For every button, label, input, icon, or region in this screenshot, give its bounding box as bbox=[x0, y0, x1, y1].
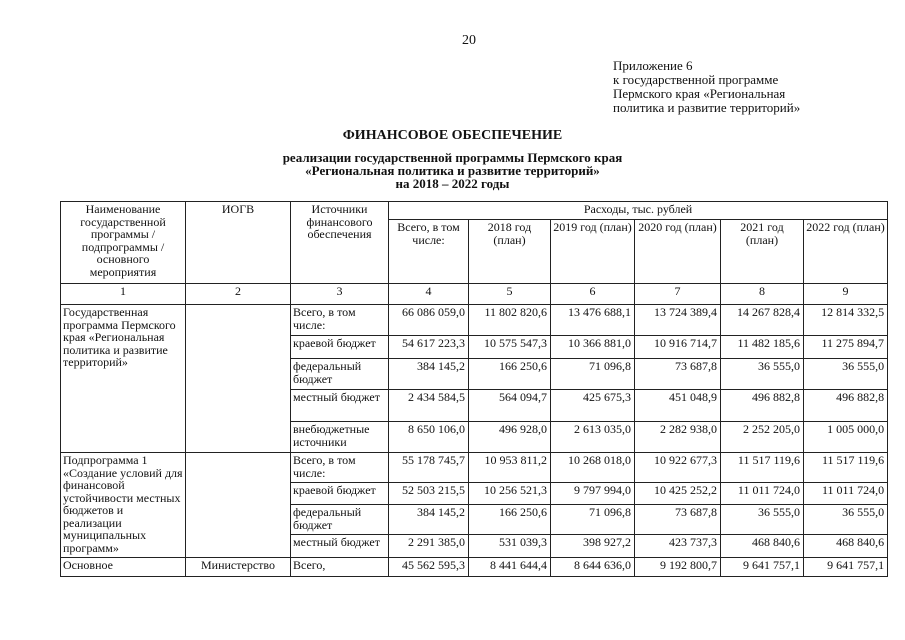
column-index: 9 bbox=[804, 284, 888, 305]
appendix-line: к государственной программе bbox=[613, 72, 779, 87]
header-sources: Источники финансового обеспечения bbox=[291, 202, 389, 284]
value-cell: 10 425 252,2 bbox=[635, 483, 721, 505]
value-cell: 13 476 688,1 bbox=[551, 305, 635, 336]
activity-name: Основное bbox=[61, 558, 186, 577]
value-cell: 66 086 059,0 bbox=[389, 305, 469, 336]
column-index: 2 bbox=[186, 284, 291, 305]
value-cell: 12 814 332,5 bbox=[804, 305, 888, 336]
program-name: Государственная программа Пермского края «Региональная политика и развитие территорий» bbox=[61, 305, 186, 453]
value-cell: 36 555,0 bbox=[721, 359, 804, 390]
value-cell: 2 252 205,0 bbox=[721, 422, 804, 453]
value-cell: 2 282 938,0 bbox=[635, 422, 721, 453]
appendix-line: политика и развитие территорий» bbox=[613, 100, 801, 115]
value-cell: 8 650 106,0 bbox=[389, 422, 469, 453]
header-iogv: ИОГВ bbox=[186, 202, 291, 284]
column-index: 6 bbox=[551, 284, 635, 305]
value-cell: 9 797 994,0 bbox=[551, 483, 635, 505]
column-index: 1 bbox=[61, 284, 186, 305]
value-cell: 8 441 644,4 bbox=[469, 558, 551, 577]
value-cell: 496 882,8 bbox=[804, 390, 888, 422]
value-cell: 36 555,0 bbox=[721, 505, 804, 535]
header-expenses: Расходы, тыс. рублей bbox=[389, 202, 888, 220]
subtitle-line: «Региональная политика и развитие территорий» bbox=[305, 163, 600, 178]
value-cell: 54 617 223,3 bbox=[389, 336, 469, 359]
value-cell: 11 517 119,6 bbox=[804, 453, 888, 483]
value-cell: 45 562 595,3 bbox=[389, 558, 469, 577]
value-cell: 11 482 185,6 bbox=[721, 336, 804, 359]
value-cell: 9 641 757,1 bbox=[721, 558, 804, 577]
value-cell: 9 641 757,1 bbox=[804, 558, 888, 577]
value-cell: 384 145,2 bbox=[389, 359, 469, 390]
subprogram-name: Подпрограмма 1 «Создание условий для финансовой устойчивости местных бюджетов и реализации муниципальных программ» bbox=[61, 453, 186, 558]
value-cell: 52 503 215,5 bbox=[389, 483, 469, 505]
value-cell: 496 928,0 bbox=[469, 422, 551, 453]
value-cell: 10 268 018,0 bbox=[551, 453, 635, 483]
value-cell: 11 802 820,6 bbox=[469, 305, 551, 336]
activity-iogv: Министерство bbox=[186, 558, 291, 577]
source-cell: краевой бюджет bbox=[291, 483, 389, 505]
value-cell: 468 840,6 bbox=[721, 535, 804, 558]
column-index: 3 bbox=[291, 284, 389, 305]
column-index: 7 bbox=[635, 284, 721, 305]
value-cell: 14 267 828,4 bbox=[721, 305, 804, 336]
financing-table bbox=[60, 201, 888, 577]
value-cell: 166 250,6 bbox=[469, 505, 551, 535]
source-cell: федеральный бюджет bbox=[291, 359, 389, 390]
value-cell: 468 840,6 bbox=[804, 535, 888, 558]
value-cell: 531 039,3 bbox=[469, 535, 551, 558]
value-cell: 10 916 714,7 bbox=[635, 336, 721, 359]
value-cell: 10 575 547,3 bbox=[469, 336, 551, 359]
value-cell: 11 011 724,0 bbox=[804, 483, 888, 505]
header-2018: 2018 год (план) bbox=[469, 220, 551, 284]
subtitle-line: реализации государственной программы Пермского края bbox=[282, 150, 623, 165]
subtitle-line: на 2018 – 2022 годы bbox=[395, 176, 510, 191]
document-subtitle bbox=[0, 151, 905, 190]
column-index: 4 bbox=[389, 284, 469, 305]
value-cell: 13 724 389,4 bbox=[635, 305, 721, 336]
value-cell: 2 434 584,5 bbox=[389, 390, 469, 422]
column-index: 8 bbox=[721, 284, 804, 305]
value-cell: 2 613 035,0 bbox=[551, 422, 635, 453]
value-cell: 1 005 000,0 bbox=[804, 422, 888, 453]
value-cell: 423 737,3 bbox=[635, 535, 721, 558]
page-number: 20 bbox=[462, 33, 476, 48]
value-cell: 496 882,8 bbox=[721, 390, 804, 422]
column-index: 5 bbox=[469, 284, 551, 305]
source-cell: внебюджетные источники bbox=[291, 422, 389, 453]
program-iogv bbox=[186, 305, 291, 453]
subprogram-iogv bbox=[186, 453, 291, 558]
source-cell: Всего, bbox=[291, 558, 389, 577]
column-index-row bbox=[61, 284, 888, 305]
source-cell: Всего, в том числе: bbox=[291, 305, 389, 336]
value-cell: 10 366 881,0 bbox=[551, 336, 635, 359]
value-cell: 425 675,3 bbox=[551, 390, 635, 422]
value-cell: 55 178 745,7 bbox=[389, 453, 469, 483]
value-cell: 8 644 636,0 bbox=[551, 558, 635, 577]
header-2021: 2021 год (план) bbox=[721, 220, 804, 284]
source-cell: местный бюджет bbox=[291, 535, 389, 558]
value-cell: 36 555,0 bbox=[804, 505, 888, 535]
appendix-line: Приложение 6 bbox=[613, 58, 693, 73]
value-cell: 36 555,0 bbox=[804, 359, 888, 390]
value-cell: 71 096,8 bbox=[551, 505, 635, 535]
table-row bbox=[61, 453, 888, 483]
value-cell: 71 096,8 bbox=[551, 359, 635, 390]
header-2019: 2019 год (план) bbox=[551, 220, 635, 284]
source-cell: федеральный бюджет bbox=[291, 505, 389, 535]
value-cell: 384 145,2 bbox=[389, 505, 469, 535]
appendix-note bbox=[613, 59, 873, 115]
source-cell: краевой бюджет bbox=[291, 336, 389, 359]
value-cell: 73 687,8 bbox=[635, 505, 721, 535]
value-cell: 11 517 119,6 bbox=[721, 453, 804, 483]
table-row bbox=[61, 558, 888, 577]
value-cell: 11 275 894,7 bbox=[804, 336, 888, 359]
value-cell: 10 953 811,2 bbox=[469, 453, 551, 483]
header-2020: 2020 год (план) bbox=[635, 220, 721, 284]
value-cell: 2 291 385,0 bbox=[389, 535, 469, 558]
value-cell: 451 048,9 bbox=[635, 390, 721, 422]
value-cell: 10 256 521,3 bbox=[469, 483, 551, 505]
value-cell: 564 094,7 bbox=[469, 390, 551, 422]
header-2022: 2022 год (план) bbox=[804, 220, 888, 284]
value-cell: 398 927,2 bbox=[551, 535, 635, 558]
document-title: ФИНАНСОВОЕ ОБЕСПЕЧЕНИЕ bbox=[342, 128, 563, 143]
table-row bbox=[61, 305, 888, 336]
source-cell: местный бюджет bbox=[291, 390, 389, 422]
header-name: Наименование государственной программы / подпрограммы / основного мероприятия bbox=[61, 202, 186, 284]
appendix-line: Пермского края «Региональная bbox=[613, 86, 786, 101]
value-cell: 9 192 800,7 bbox=[635, 558, 721, 577]
value-cell: 166 250,6 bbox=[469, 359, 551, 390]
source-cell: Всего, в том числе: bbox=[291, 453, 389, 483]
value-cell: 73 687,8 bbox=[635, 359, 721, 390]
value-cell: 11 011 724,0 bbox=[721, 483, 804, 505]
value-cell: 10 922 677,3 bbox=[635, 453, 721, 483]
header-total: Всего, в том числе: bbox=[389, 220, 469, 284]
